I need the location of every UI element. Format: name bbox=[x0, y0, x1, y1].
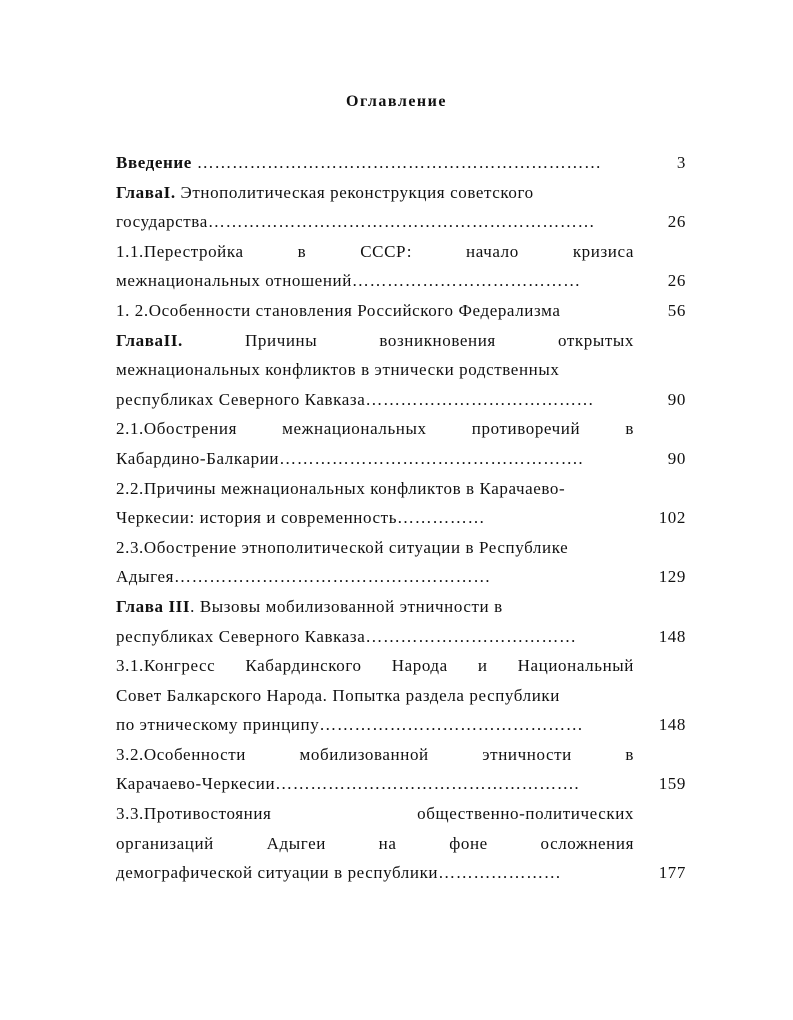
page-number: 177 bbox=[658, 863, 686, 883]
toc-entry-text bbox=[116, 178, 634, 208]
toc-line bbox=[116, 296, 686, 326]
toc-line bbox=[116, 237, 686, 267]
toc-line bbox=[116, 474, 686, 504]
page-number: 56 bbox=[667, 300, 686, 320]
toc-entry-text bbox=[116, 829, 634, 859]
toc-line bbox=[116, 858, 686, 888]
page-number: 148 bbox=[658, 626, 686, 646]
entry-text: . Вызовы мобилизованной этничности в bbox=[190, 596, 503, 616]
toc-line bbox=[116, 740, 686, 770]
entry-text: 2.2.Причины межнациональных конфликтов в Карачаево- bbox=[116, 478, 566, 498]
toc-entry-text bbox=[116, 681, 634, 711]
page-number: 26 bbox=[667, 271, 686, 291]
toc-entry-text bbox=[116, 503, 634, 533]
chapter-label: ГлаваII. bbox=[116, 330, 183, 350]
page-number: 90 bbox=[667, 389, 686, 409]
toc-entry-text bbox=[116, 296, 634, 326]
toc-entry-text bbox=[116, 207, 634, 237]
toc-entry-text bbox=[116, 562, 634, 592]
toc-line bbox=[116, 266, 686, 296]
entry-text: Причины возникновения открытых bbox=[182, 330, 634, 350]
toc-entry-text bbox=[116, 444, 634, 474]
entry-text: 3.1.Конгресс Кабардинского Народа и Национальный bbox=[116, 656, 634, 676]
entry-text: Кабардино-Балкарии……………………………………………. bbox=[116, 448, 584, 468]
toc-entry-text bbox=[116, 237, 634, 267]
toc-entry-text bbox=[116, 266, 634, 296]
toc-entry-text bbox=[116, 414, 634, 444]
toc-entry-text bbox=[116, 474, 634, 504]
toc-entry-text bbox=[116, 385, 634, 415]
toc-line bbox=[116, 710, 686, 740]
toc-entry-text bbox=[116, 326, 634, 356]
toc-line bbox=[116, 533, 686, 563]
toc-entry-text bbox=[116, 858, 634, 888]
entry-text: по этническому принципу……………………………………… bbox=[116, 715, 584, 735]
entry-text: 1. 2.Особенности становления Российского Федерализма bbox=[116, 300, 561, 320]
toc-line bbox=[116, 178, 686, 208]
page-title: Оглавление bbox=[346, 93, 447, 110]
page-number: 159 bbox=[658, 774, 686, 794]
page-number: 102 bbox=[658, 508, 686, 528]
toc-line bbox=[116, 414, 686, 444]
entry-text: организаций Адыгеи на фоне осложнения bbox=[116, 833, 634, 853]
toc-line bbox=[116, 799, 686, 829]
page-number: 3 bbox=[676, 153, 686, 172]
entry-text: Адыгея……………………………………………… bbox=[116, 567, 491, 587]
toc-entry-text bbox=[116, 355, 634, 385]
toc-line bbox=[116, 681, 686, 711]
toc-entry-text bbox=[116, 769, 634, 799]
toc-line bbox=[116, 622, 686, 652]
toc-entry-text bbox=[116, 148, 634, 178]
entry-text: Совет Балкарского Народа. Попытка раздела республики bbox=[116, 685, 560, 705]
toc-line bbox=[116, 829, 686, 859]
entry-text: межнациональных отношений………………………………… bbox=[116, 271, 581, 291]
entry-text: демографической ситуации в республики………………… bbox=[116, 863, 562, 883]
page-number: 90 bbox=[667, 448, 686, 468]
chapter-label: ГлаваI. bbox=[116, 182, 176, 202]
chapter-label: Введение bbox=[116, 153, 192, 172]
toc-line bbox=[116, 503, 686, 533]
toc-entry-text bbox=[116, 622, 634, 652]
entry-text: 3.3.Противостояния общественно-политических bbox=[116, 804, 634, 824]
toc-entry-text bbox=[116, 651, 634, 681]
entry-text: межнациональных конфликтов в этнически родственных bbox=[116, 360, 560, 380]
table-of-contents bbox=[116, 148, 686, 888]
toc-line bbox=[116, 148, 686, 178]
toc-line bbox=[116, 385, 686, 415]
toc-line bbox=[116, 769, 686, 799]
entry-text: Этнополитическая реконструкция советского bbox=[175, 182, 534, 202]
toc-entry-text bbox=[116, 592, 634, 622]
entry-text: …………………………………………………………… bbox=[191, 153, 602, 172]
page-number: 26 bbox=[667, 212, 686, 232]
entry-text: республиках Северного Кавказа……………………………… bbox=[116, 626, 577, 646]
toc-line bbox=[116, 651, 686, 681]
toc-entry-text bbox=[116, 799, 634, 829]
toc-line bbox=[116, 326, 686, 356]
toc-entry-text bbox=[116, 740, 634, 770]
toc-line bbox=[116, 444, 686, 474]
entry-text: 2.3.Обострение этнополитической ситуации в Республике bbox=[116, 537, 569, 557]
toc-line bbox=[116, 592, 686, 622]
toc-line bbox=[116, 562, 686, 592]
chapter-label: Глава III bbox=[116, 596, 191, 616]
entry-text: 3.2.Особенности мобилизованной этничности в bbox=[116, 744, 634, 764]
entry-text: Карачаево-Черкесии……………………………………………. bbox=[116, 774, 580, 794]
entry-text: государства………………………………………………………… bbox=[116, 212, 596, 232]
toc-entry-text bbox=[116, 710, 634, 740]
toc-entry-text bbox=[116, 533, 634, 563]
toc-line bbox=[116, 355, 686, 385]
entry-text: республиках Северного Кавказа………………………………… bbox=[116, 389, 595, 409]
page-number: 148 bbox=[658, 715, 686, 735]
entry-text: 1.1.Перестройка в СССР: начало кризиса bbox=[116, 241, 634, 261]
page-number: 129 bbox=[658, 567, 686, 587]
entry-text: Черкесии: история и современность…………… bbox=[116, 508, 486, 528]
toc-line bbox=[116, 207, 686, 237]
entry-text: 2.1.Обострения межнациональных противоречий в bbox=[116, 419, 634, 439]
